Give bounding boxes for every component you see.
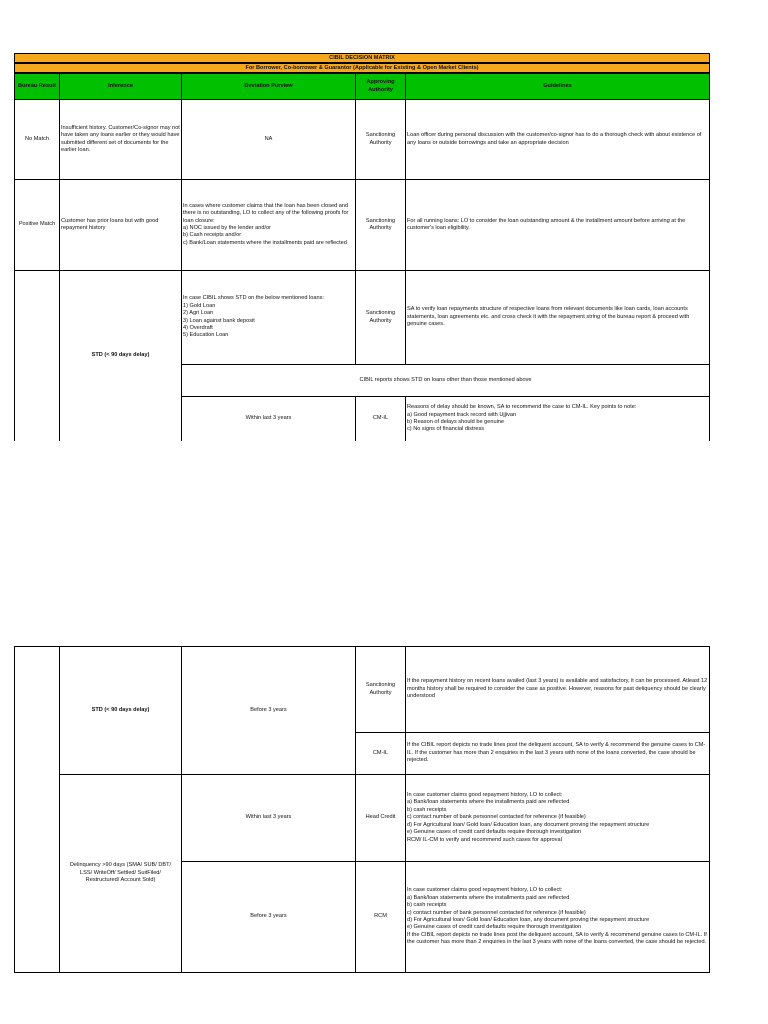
header-guidelines: Guidelines [405, 73, 710, 100]
std-within-3-guidelines [405, 396, 710, 441]
header-approving-authority: Approving Authority [355, 73, 406, 100]
std-before-3-sa-guidelines-text: If the repayment history on recent loans availed (last 3 years) is available and satisfactory, it can be processed. Atleast 12 months history shall be required to consider the case as positive. However, reasons for past deliquency should be clearly understood [407, 678, 708, 700]
deviation-positive-match [181, 179, 356, 271]
std-before-3-cm-guidelines-text: If the CIBIL report depicts no trade lines post the deliquent account, SA to verify & recommend the genuine cases to CM-IL. If the customer has more than 2 enquiries in the last 3 years with none of the loans converted, the case should be rejected. [407, 742, 706, 764]
inference-std: STD (< 90 days delay) [59, 270, 182, 441]
authority-std-loans: Sanctioning Authority [355, 270, 406, 365]
std-within-3-line-1: a) Good repayment track record with Ujjivan [407, 411, 517, 418]
matrix-title: CIBIL DECISION MATRIX [14, 53, 710, 63]
header-deviation-purview: Deviation Purview [181, 73, 356, 100]
delinquency-within-3-years: Within last 3 years [181, 774, 356, 862]
std-within-3-years: Within last 3 years [181, 396, 356, 441]
header-inference: Inference [59, 73, 182, 100]
delinquency-before-3-guidelines [405, 861, 710, 973]
deviation-std-line-2: 2) Agri Loan [183, 310, 214, 317]
delinq-within-line-3: c) contact number of bank personnel contacted for reference (if feasible) [407, 814, 586, 821]
bureau-no-match: No Match [14, 99, 60, 180]
deviation-std-line-0: In case CIBIL shows STD on the below mentioned loans: [183, 295, 324, 302]
guidelines-std-loans-text: SA to verify loan repayments structure of respective loans from relevant documents like loan cards, loan accounts statements, loan agreements etc. and cross check it with the repayment string of the bureau report & proceed with genuine cases. [407, 306, 690, 328]
matrix-subtitle: For Borrower, Co-borrower & Guarantor (Applicable for Existing & Open Market Clients) [14, 63, 710, 73]
deviation-std-line-4: 4) Overdraft [183, 324, 213, 331]
deviation-std-line-1: 1) Gold Loan [183, 302, 216, 309]
deviation-std-line-5: 5) Education Loan [183, 332, 229, 339]
delinq-before-line-6: If the CIBIL report depicts no trade lines post the deliquent account, SA to verify & recommend genuine cases to CM-IL. If the customer has more than 2 enquiries in the last 3 years with none of the loans converted, the case should be rejected. [407, 931, 709, 946]
std-within-3-line-3: c) No signs of financial distress [407, 426, 485, 433]
header-bureau-result: Bureau Result [14, 73, 60, 100]
inference-positive-match [59, 179, 182, 271]
delinq-within-line-0: In case customer claims good repayment history, LO to collect: [407, 792, 563, 799]
std-within-3-authority: CM-IL [355, 396, 406, 441]
deviation-std-loans [181, 270, 356, 365]
delinq-before-line-0: In case customer claims good repayment history, LO to collect: [407, 887, 563, 894]
deviation-positive-line-2: b) Cash receipts and/or [183, 232, 242, 239]
delinq-before-line-1: a) Bank/loan statements where the installments paid are reflected [407, 894, 570, 901]
inference-no-match [59, 99, 182, 180]
delinq-within-line-2: b) cash receipts [407, 806, 447, 813]
std-within-3-line-2: b) Reason of delays should be genuine [407, 419, 505, 425]
std-before-3-cm-authority: CM-IL [355, 732, 406, 775]
delinq-before-line-3: c) contact number of bank personnel contacted for reference (if feasible) [407, 909, 586, 916]
std-other-loans-row: CIBIL reports shows STD on loans other than those mentioned above [181, 364, 710, 397]
delinq-before-line-2: b) cash receipts [407, 902, 447, 909]
deviation-positive-line-1: a) NOC issued by the lender and/or [183, 225, 271, 231]
authority-no-match: Sanctioning Authority [355, 99, 406, 180]
deviation-positive-line-0: In cases where customer claims that the loan has been closed and there is no outstanding, LO to collect any of the following proofs for loan closure: [183, 202, 350, 224]
std-before-3-sa-guidelines [405, 646, 710, 733]
bureau-page2-blank [14, 646, 60, 973]
inference-positive-match-text: Customer has prior loans but with good repayment history [61, 217, 159, 231]
bureau-positive-match: Positive Match [14, 179, 60, 271]
guidelines-positive-match [405, 179, 710, 271]
delinq-within-line-5: RCM/ IL-CM to verify and recommend such cases for approval [407, 836, 562, 843]
guidelines-no-match-text: Loan officer during personal discussion with the customer/co-signor has to do a thorough check with about existence of any loans or outside borrowings and take an appropriate decision [407, 132, 702, 146]
std-before-3-years: Before 3 years [181, 646, 356, 775]
guidelines-std-loans [405, 270, 710, 365]
deviation-positive-line-3: c) Bank/Loan statements where the installments paid are reflected [183, 239, 347, 246]
inference-std-page2: STD (< 90 days delay) [59, 646, 182, 775]
delinq-within-line-4: d) For Agricultural loan/ Gold loan/ Education loan, any document proving the repayment structure e) Genuine cases of credit card defaults require thorough investigation [407, 821, 704, 836]
bureau-std-blank [14, 270, 60, 441]
deviation-std-line-3: 3) Loan against bank deposit [183, 317, 255, 324]
delinquency-within-3-authority: Head Credit [355, 774, 406, 862]
std-before-3-cm-guidelines [405, 732, 710, 775]
delinquency-before-3-years: Before 3 years [181, 861, 356, 973]
delinq-within-line-1: a) Bank/loan statements where the installments paid are reflected [407, 799, 570, 806]
inference-delinquency: Delinquency >90 days (SMA/ SUB/ DBT/ LSS/ WriteOff/ Settled/ SuitFiled/ Restructured/ Account Sold) [59, 774, 182, 973]
authority-positive-match: Sanctioning Authority [355, 179, 406, 271]
delinquency-within-3-guidelines [405, 774, 710, 862]
std-within-3-line-0: Reasons of delay should be known, SA to recommend the case to CM-IL. Key points to note: [407, 404, 637, 411]
delinquency-before-3-authority: RCM [355, 861, 406, 973]
std-before-3-sa-authority: Sanctioning Authority [355, 646, 406, 733]
guidelines-positive-match-text: For all running loans: LO to consider the loan outstanding amount & the installment amount before arriving at the customer's loan eligibility. [407, 217, 686, 231]
delinq-before-line-4: d) For Agricultural loan/ Gold loan/ Education loan, any document proving the repayment structure [407, 917, 650, 923]
delinq-before-line-5: e) Genuine cases of credit card defaults require thorough investigation [407, 924, 582, 931]
inference-no-match-text: Insufficient history. Customer/Co-signor may not have taken any loans earlier or they would have submitted different set of documents for the earlier loan. [61, 124, 180, 153]
deviation-no-match: NA [181, 99, 356, 180]
guidelines-no-match [405, 99, 710, 180]
